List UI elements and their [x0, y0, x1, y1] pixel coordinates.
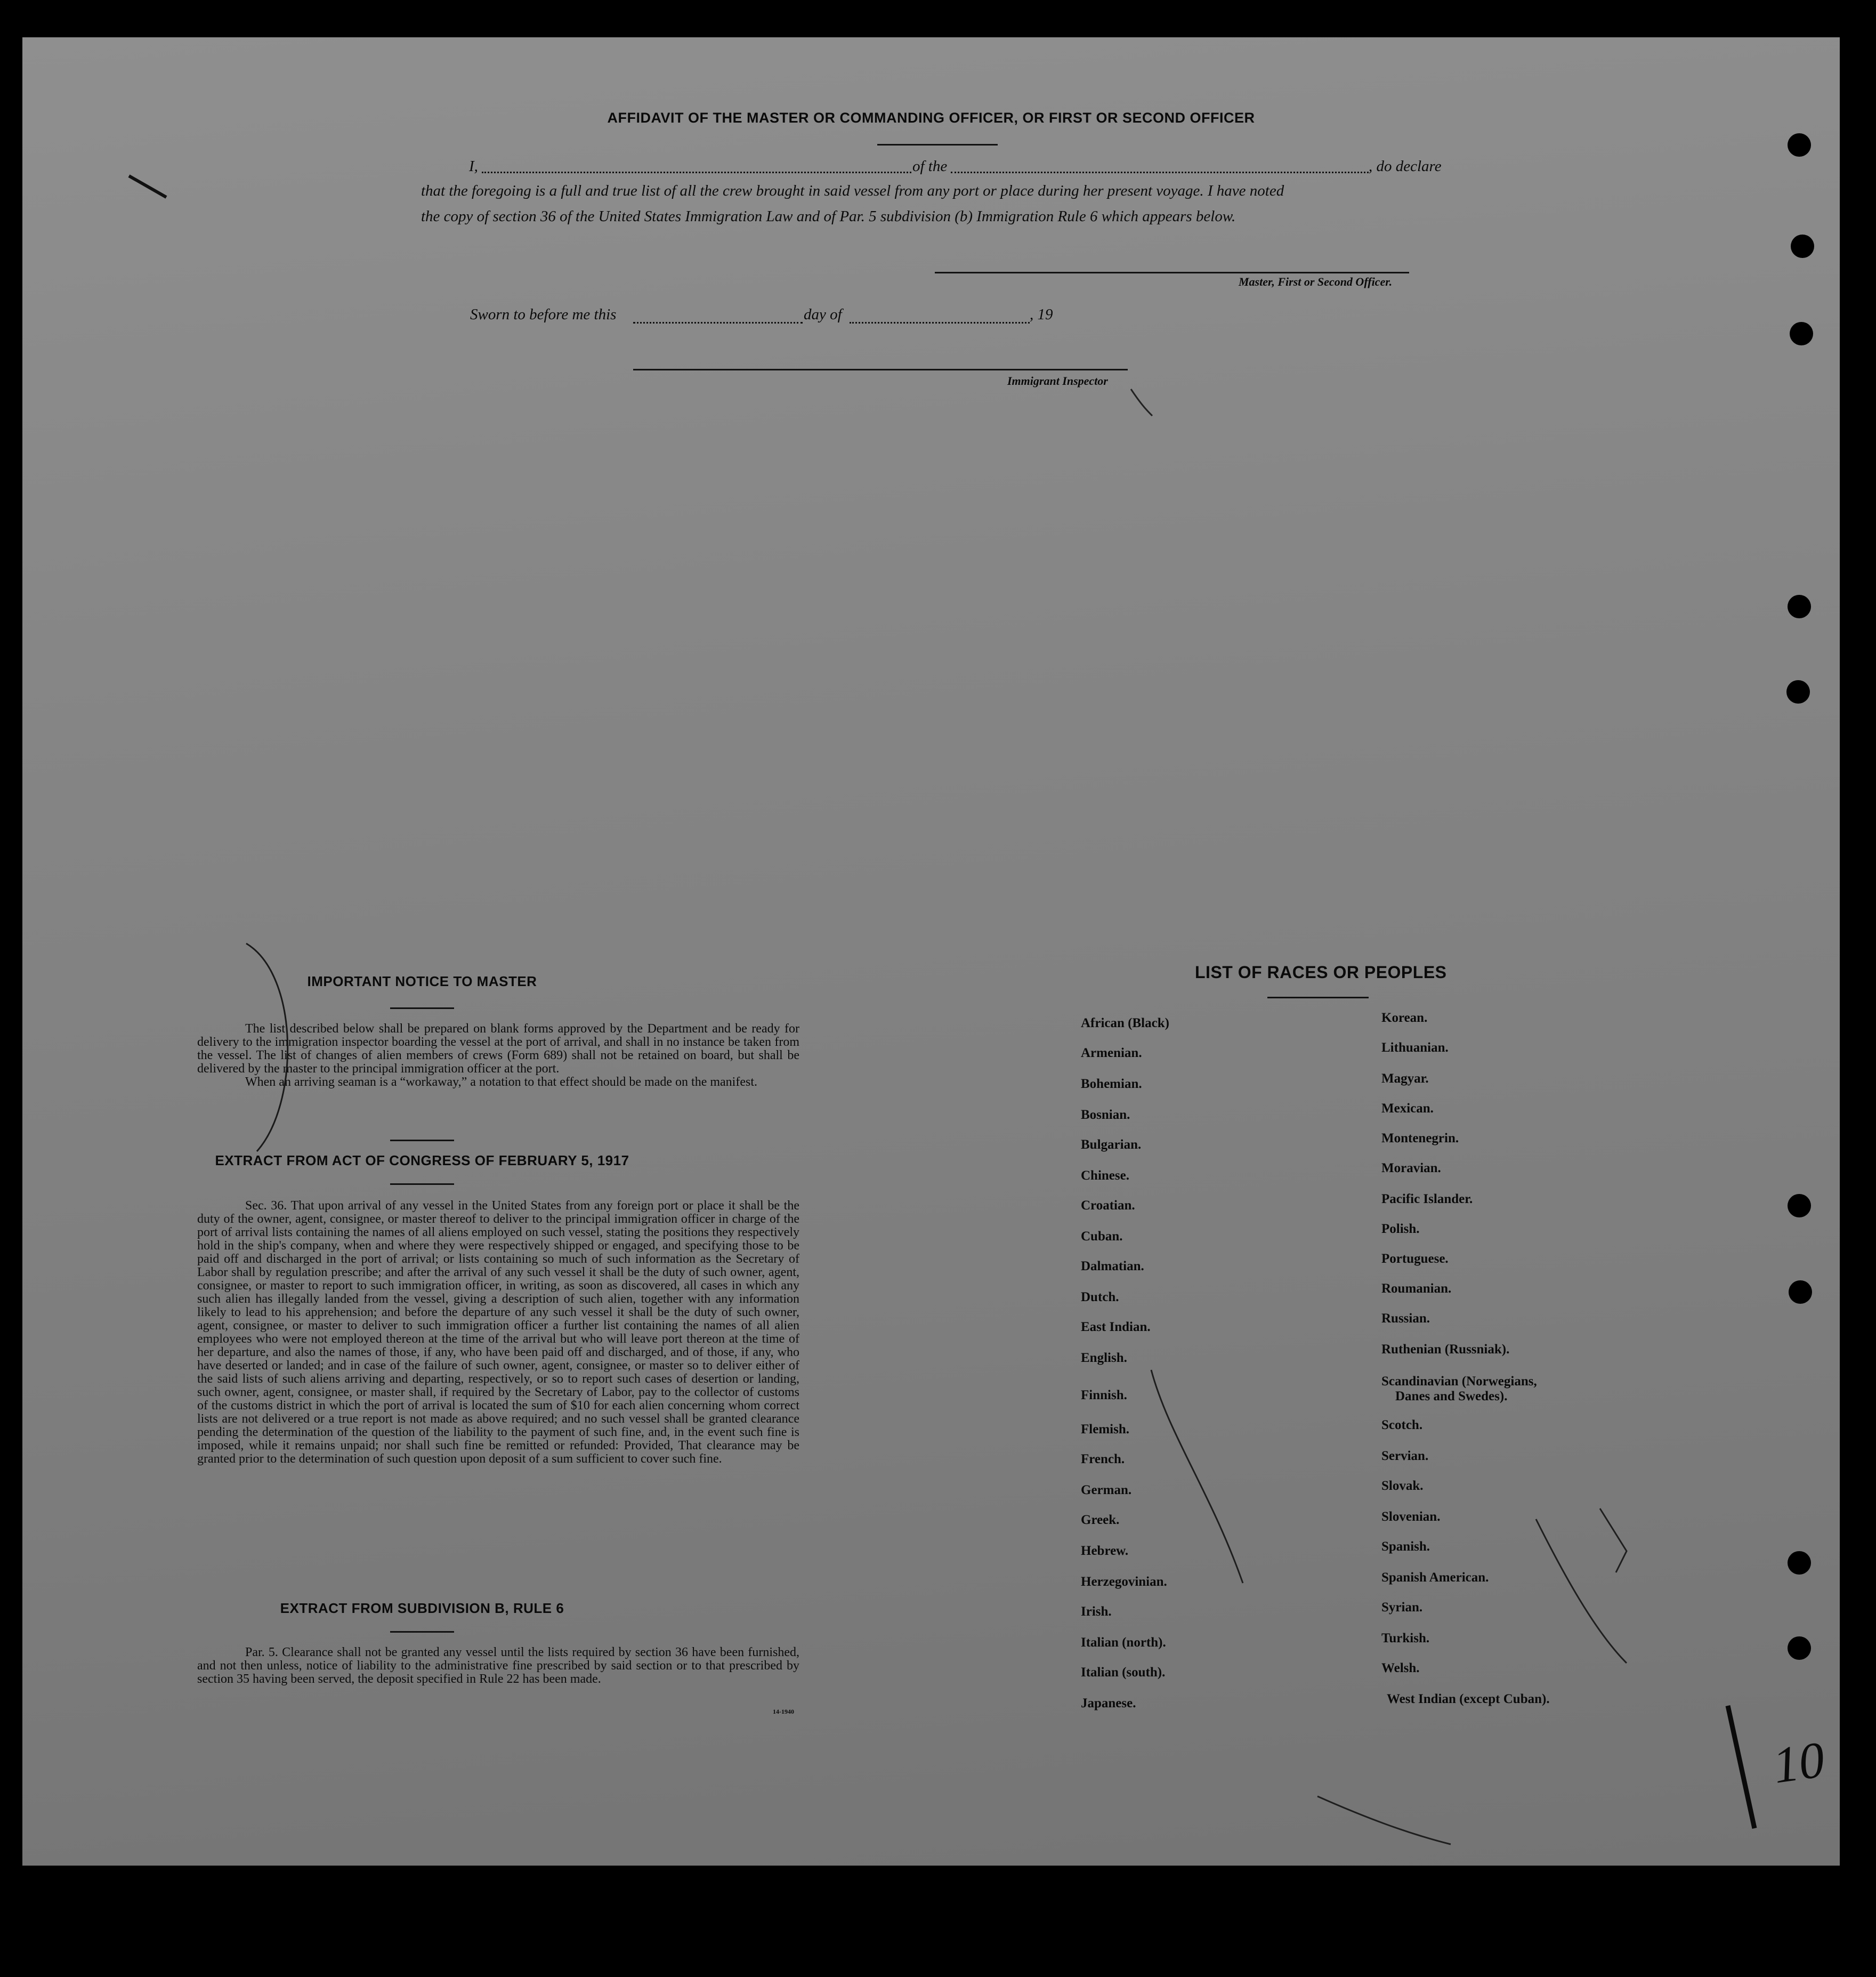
- sec-36-text: That upon arrival of any vessel in the United States from any foreign port or place it shall be the duty of the owner, agent, consignee, or master thereof to deliver to the principal immigration officer in charge of the port of arrival lists containing the names of all aliens employed on such vessel, stating the positions they respectively hold in the ship's company, when and where they were respectively shipped or engaged, and specifying those to be paid off and discharged in the port of arrival; or lists containing so much of such information as the Secretary of Labor shall by regulation prescribe; and after the arrival of any such vessel it shall be the duty of such owner, agent, consignee, or master to report to such immigration officer, in writing, as soon as discovered, all cases in which any such alien has illegally landed from the vessel, giving a description of such alien, together with any information likely to lead to his apprehension; and before the departure of any such vessel it shall be the duty of such owner, agent, consignee, or master to deliver to such immigration officer a further list containing the names of all alien employees who were not employed thereon at the time of the arrival but who will leave port thereon at the time of her departure, and also the names of those, if any, who have been paid off and discharged, and of those, if any, who have deserted or landed; and in case of the failure of such owner, agent, consignee, or master so to deliver either of the said lists of such aliens arriving and departing, respectively, or so to report such cases of desertion or landing, such owner, agent, consignee, or master shall, if required by the Secretary of Labor, pay to the collector of customs of the customs district in which the port of arrival is located the sum of $10 for each alien concerning whom correct lists are not delivered or a true report is not made as above required; and no such vessel shall be granted clearance pending the determination of the question of the liability to the payment of such fine, and, in the event such fine is imposed, while it remains unpaid; nor shall such fine be remitted or refunded: Provided, That clearance may be granted prior to the determination of such question upon deposit of a sum sufficient to cover such fine.: [197, 1199, 800, 1466]
- notice-paragraph-1: The list described below shall be prepared on blank forms approved by the Department and be ready for delivery to the immigration inspector boarding the vessel at the port of arrival, and shall in no instance be taken from the vessel. The list of changes of alien members of crews (Form 689) shall not be retained on board, but shall be delivered by the master to the principal immigration officer at the port.: [197, 1022, 799, 1076]
- affidavit-of-the-label: of the: [912, 158, 948, 175]
- punch-hole: [1788, 1551, 1811, 1575]
- extract-act-title: EXTRACT FROM ACT OF CONGRESS OF FEBRUARY 5, 1917: [215, 1152, 629, 1168]
- sec-36-label: Sec. 36.: [245, 1199, 287, 1213]
- race-left-5: Bulgarian.: [1081, 1137, 1142, 1152]
- corner-mark: [129, 176, 166, 197]
- race-right-7: Pacific Islander.: [1381, 1192, 1473, 1206]
- punch-hole: [1788, 595, 1811, 618]
- punch-hole: [1788, 1194, 1811, 1217]
- affidavit-statement-line3: the copy of section 36 of the United States Immigration Law and of Par. 5 subdivision (b) Immigration Rule 6 which appears below.: [421, 208, 1236, 225]
- master-signature-label: Master, First or Second Officer.: [1239, 275, 1393, 288]
- punch-hole: [1790, 322, 1813, 345]
- race-right-1: Korean.: [1381, 1011, 1428, 1025]
- race-left-13: Finnish.: [1081, 1388, 1127, 1402]
- par-5-paragraph: Par. 5. Clearance shall not be granted any vessel until the lists required by section 36 have been furnished, and not then unless, notice of liability to the administrative fine prescribed by said section or to that prescribed by section 35 having been served, the deposit specified in Rule 22 has been made.: [197, 1645, 799, 1686]
- sworn-day-of-label: day of: [804, 306, 842, 323]
- race-right-4: Mexican.: [1381, 1101, 1434, 1116]
- pen-stroke: [1536, 1519, 1627, 1663]
- race-left-23: Japanese.: [1081, 1696, 1136, 1710]
- notice-paragraph-2: When an arriving seaman is a “workaway,” a notation to that effect should be made on the manifest.: [245, 1075, 757, 1089]
- race-left-12: English.: [1081, 1351, 1127, 1365]
- race-left-8: Cuban.: [1081, 1229, 1123, 1244]
- affidavit-declare-label: , do declare: [1369, 158, 1442, 175]
- race-left-11: East Indian.: [1081, 1320, 1151, 1334]
- race-right-14: Scotch.: [1381, 1418, 1423, 1432]
- race-right-17: Slovenian.: [1381, 1510, 1441, 1524]
- race-left-18: Hebrew.: [1081, 1544, 1129, 1558]
- punch-hole: [1791, 235, 1814, 258]
- race-left-16: German.: [1081, 1483, 1132, 1497]
- race-left-7: Croatian.: [1081, 1198, 1135, 1213]
- notice-title: IMPORTANT NOTICE TO MASTER: [307, 973, 537, 989]
- race-right-20: Syrian.: [1381, 1600, 1423, 1615]
- race-right-3: Magyar.: [1381, 1071, 1429, 1086]
- race-left-14: Flemish.: [1081, 1422, 1129, 1437]
- race-right-23: West Indian (except Cuban).: [1387, 1692, 1550, 1706]
- pen-stroke: [1600, 1508, 1627, 1572]
- race-left-6: Chinese.: [1081, 1168, 1129, 1183]
- punch-hole: [1789, 1280, 1812, 1304]
- race-right-5: Montenegrin.: [1381, 1131, 1459, 1145]
- race-left-2: Armenian.: [1081, 1046, 1142, 1060]
- race-left-19: Herzegovinian.: [1081, 1575, 1167, 1589]
- race-left-20: Irish.: [1081, 1604, 1112, 1619]
- races-title: LIST OF RACES OR PEOPLES: [1195, 963, 1447, 982]
- document-sheet: [22, 37, 1840, 1866]
- race-right-11: Russian.: [1381, 1311, 1430, 1326]
- race-right-21: Turkish.: [1381, 1631, 1430, 1645]
- form-number: 14-1940: [773, 1708, 794, 1715]
- race-right-19: Spanish American.: [1381, 1570, 1489, 1585]
- race-left-4: Bosnian.: [1081, 1108, 1130, 1122]
- pen-stroke: [1317, 1796, 1451, 1844]
- extract-rule-title: EXTRACT FROM SUBDIVISION B, RULE 6: [280, 1600, 564, 1616]
- affidavit-statement-line2: that the foregoing is a full and true list of all the crew brought in said vessel from any port or place during her present voyage. I have noted: [421, 182, 1284, 199]
- race-left-17: Greek.: [1081, 1513, 1120, 1527]
- notice-margin-bracket: [246, 943, 288, 1151]
- race-right-13: Scandinavian (Norwegians,: [1381, 1374, 1537, 1389]
- inspector-label: Immigrant Inspector: [1007, 374, 1108, 388]
- race-left-10: Dutch.: [1081, 1290, 1119, 1304]
- race-right-9: Portuguese.: [1381, 1252, 1449, 1266]
- race-right-22: Welsh.: [1381, 1661, 1420, 1675]
- affidavit-title: AFFIDAVIT OF THE MASTER OR COMMANDING OFFICER, OR FIRST OR SECOND OFFICER: [607, 110, 1255, 126]
- race-right-15: Servian.: [1381, 1449, 1429, 1463]
- punch-hole: [1788, 133, 1811, 157]
- race-right-8: Polish.: [1381, 1222, 1420, 1236]
- race-right-10: Roumanian.: [1381, 1281, 1452, 1296]
- race-right-12: Ruthenian (Russniak).: [1381, 1342, 1510, 1357]
- race-right-6: Moravian.: [1381, 1161, 1441, 1175]
- pen-tick: [1131, 389, 1152, 416]
- sworn-year-label: , 19: [1030, 306, 1053, 323]
- race-right-16: Slovak.: [1381, 1479, 1424, 1493]
- handwriting-marks: [22, 37, 1840, 1866]
- race-right-2: Lithuanian.: [1381, 1040, 1449, 1055]
- race-right-13-continued: Danes and Swedes).: [1395, 1389, 1508, 1403]
- race-left-9: Dalmatian.: [1081, 1259, 1144, 1273]
- race-left-1: African (Black): [1081, 1016, 1169, 1030]
- race-right-18: Spanish.: [1381, 1539, 1430, 1554]
- punch-hole: [1786, 680, 1810, 704]
- sworn-prefix: Sworn to before me this: [470, 306, 617, 323]
- race-left-3: Bohemian.: [1081, 1077, 1142, 1091]
- punch-hole: [1788, 1636, 1811, 1660]
- race-left-15: French.: [1081, 1452, 1125, 1466]
- race-left-22: Italian (south).: [1081, 1665, 1166, 1680]
- page-number-slash: [1728, 1706, 1754, 1828]
- handwritten-page-number: 10: [1769, 1730, 1828, 1794]
- pen-stroke: [1151, 1370, 1243, 1583]
- race-left-21: Italian (north).: [1081, 1635, 1166, 1650]
- affidavit-i-label: I,: [469, 158, 478, 175]
